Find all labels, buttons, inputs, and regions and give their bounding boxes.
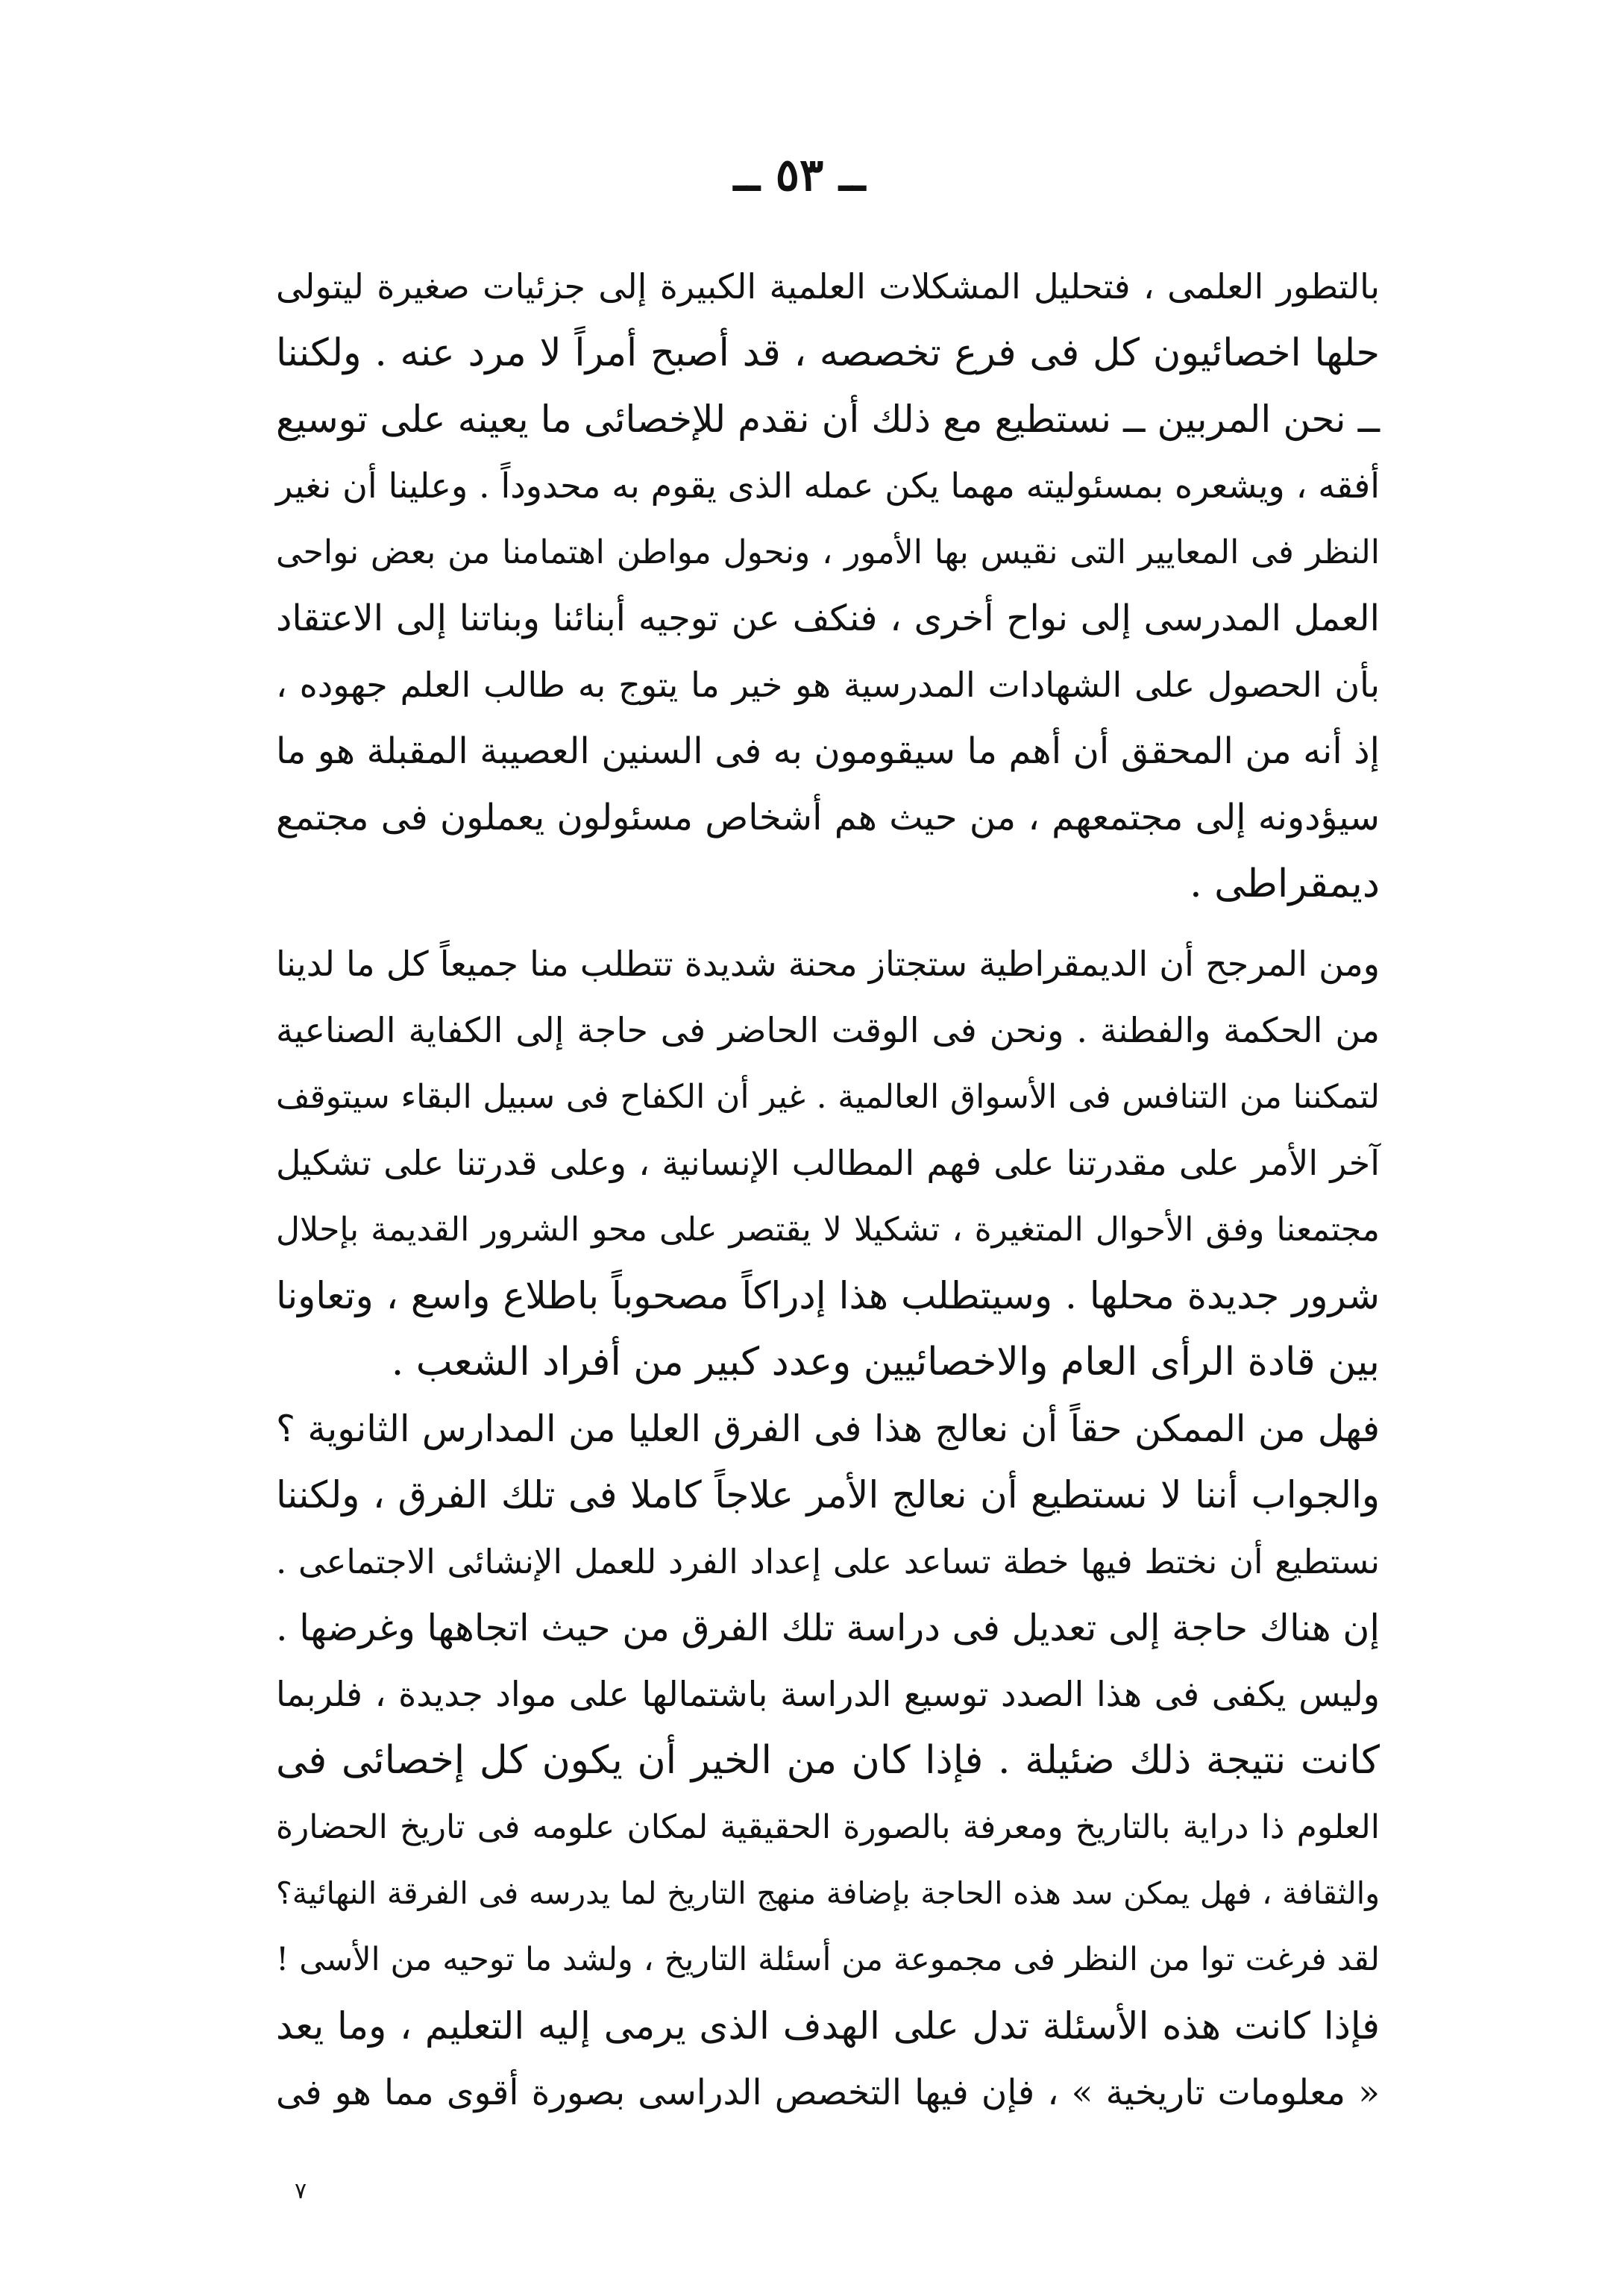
text-line: ــ نحن المربين ــ نستطيع مع ذلك أن نقدم للإخصائى ما يعينه على توسيع	[276, 398, 1380, 441]
text-line: من الحكمة والفطنة . ونحن فى الوقت الحاضر فى حاجة إلى الكفاية الصناعية	[276, 1010, 1380, 1050]
text-line: العمل المدرسى إلى نواح أخرى ، فنكف عن توجيه أبنائنا وبناتنا إلى الاعتقاد	[276, 597, 1380, 639]
text-line: كانت نتيجة ذلك ضئيلة . فإذا كان من الخير أن يكون كل إخصائى فى	[276, 1738, 1380, 1783]
body-text	[276, 254, 1380, 2126]
text-line: ومن المرجح أن الديمقراطية ستجتاز محنة شديدة تتطلب منا جميعاً كل ما لدينا	[276, 944, 1380, 984]
page-number: ــ ٥٣ ــ	[733, 149, 866, 201]
text-line: نستطيع أن نختط فيها خطة تساعد على إعداد الفرد للعمل الإنشائى الاجتماعى .	[276, 1542, 1380, 1581]
text-line: إذ أنه من المحقق أن أهم ما سيقومون به فى السنين العصيبة المقبلة هو ما	[276, 730, 1380, 772]
text-line: النظر فى المعايير التى نقيس بها الأمور ، ونحول مواطن اهتمامنا من بعض نواحى	[276, 533, 1380, 571]
text-line: بين قادة الرأى العام والاخصائيين وعدد كبير من أفراد الشعب .	[391, 1340, 1380, 1384]
text-line: حلها اخصائيون كل فى فرع تخصصه ، قد أصبح أمراً لا مرد عنه . ولكننا	[276, 331, 1380, 375]
text-line: ديمقراطى .	[1190, 862, 1380, 906]
paragraph-gap	[276, 918, 1380, 931]
text-line: « معلومات تاريخية » ، فإن فيها التخصص الدراسى بصورة أقوى مما هو فى	[276, 2072, 1380, 2113]
text-line: مجتمعنا وفق الأحوال المتغيرة ، تشكيلا لا يقتصر على محو الشرور القديمة بإحلال	[276, 1211, 1380, 1249]
text-line: بالتطور العلمى ، فتحليل المشكلات العلمية الكبيرة إلى جزئيات صغيرة ليتولى	[276, 266, 1380, 307]
text-line: بأن الحصول على الشهادات المدرسية هو خير ما يتوج به طالب العلم جهوده ،	[276, 665, 1380, 705]
text-line: والثقافة ، فهل يمكن سد هذه الحاجة بإضافة منهج التاريخ لما يدرسه فى الفرقة النهائية؟	[276, 1875, 1380, 1911]
text-line: سيؤدونه إلى مجتمعهم ، من حيث هم أشخاص مسئولون يعملون فى مجتمع	[276, 797, 1380, 838]
text-line: وليس يكفى فى هذا الصدد توسيع الدراسة باشتمالها على مواد جديدة ، فلربما	[276, 1674, 1380, 1714]
text-line: والجواب أننا لا نستطيع أن نعالج الأمر علاجاً كاملا فى تلك الفرق ، ولكننا	[276, 1473, 1380, 1516]
text-line: شرور جديدة محلها . وسيتطلب هذا إدراكاً مصحوباً باطلاع واسع ، وتعاونا	[276, 1274, 1380, 1317]
text-line: العلوم ذا دراية بالتاريخ ومعرفة بالصورة الحقيقية لمكان علومه فى تاريخ الحضارة	[276, 1808, 1380, 1846]
text-line: لقد فرغت توا من النظر فى مجموعة من أسئلة التاريخ ، ولشد ما توحيه من الأسى !	[276, 1941, 1380, 1978]
text-line: آخر الأمر على مقدرتنا على فهم المطالب الإنسانية ، وعلى قدرتنا على تشكيل	[276, 1143, 1380, 1183]
text-line: فإذا كانت هذه الأسئلة تدل على الهدف الذى يرمى إليه التعليم ، وما يعد	[276, 2004, 1380, 2048]
text-line: أفقه ، ويشعره بمسئوليته مهما يكن عمله الذى يقوم به محدوداً . وعلينا أن نغير	[276, 465, 1380, 506]
text-line: إن هناك حاجة إلى تعديل فى دراسة تلك الفرق من حيث اتجاهها وغرضها .	[276, 1607, 1380, 1649]
signature-mark: ٧	[295, 2178, 307, 2204]
text-line: فهل من الممكن حقاً أن نعالج هذا فى الفرق العليا من المدارس الثانوية ؟	[276, 1408, 1380, 1450]
text-line: لتمكننا من التنافس فى الأسواق العالمية . غير أن الكفاح فى سبيل البقاء سيتوقف	[276, 1078, 1380, 1116]
